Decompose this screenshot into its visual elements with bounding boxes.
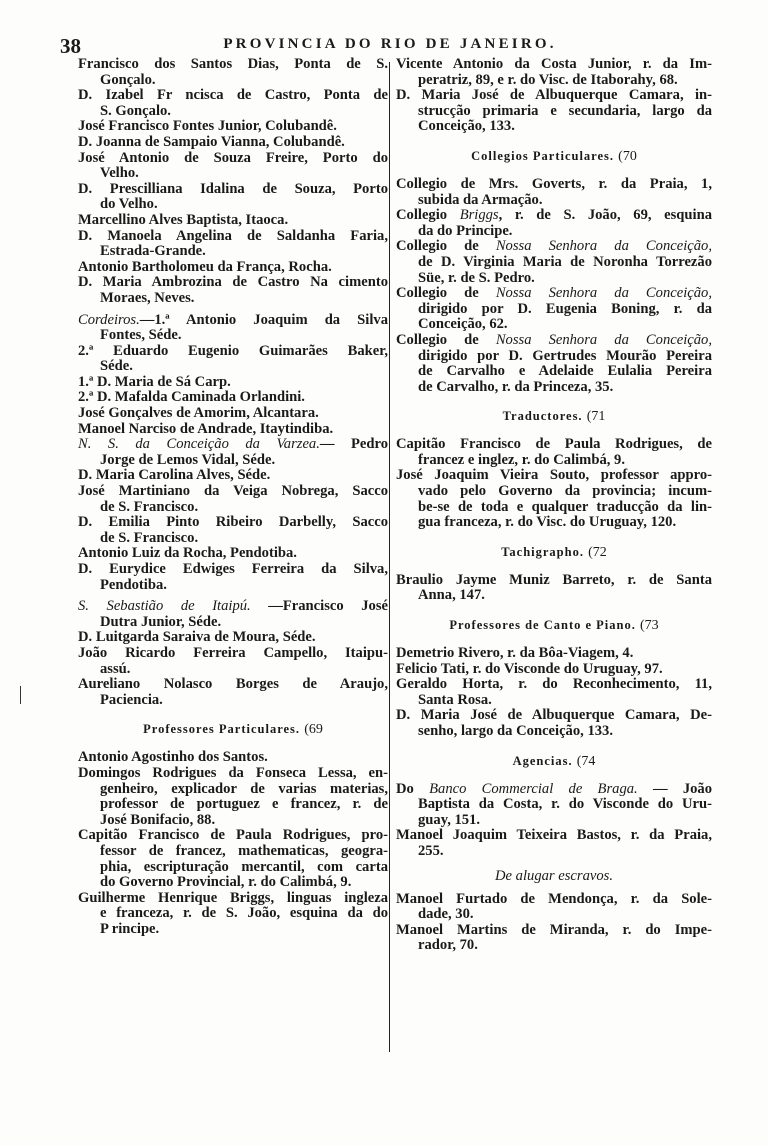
directory-entry [78, 437, 388, 468]
directory-entry [78, 646, 388, 677]
entry-line: de S. Francisco. [100, 498, 199, 515]
directory-entry [78, 135, 388, 151]
directory-entry [396, 88, 712, 135]
entry-line: peratriz, 89, e r. do Visc. de Itaborahy, 68. [418, 71, 678, 88]
directory-entry [78, 375, 388, 391]
entry-line: genheiro, explicador de varias materias, [100, 780, 388, 797]
italic-text: Nossa Senhora da Conceição, [495, 331, 712, 348]
section-title: Professores Particulares. [143, 722, 305, 737]
section-number: (69 [304, 722, 323, 738]
entry-line: Capitão Francisco de Paula Rodrigues, de [396, 436, 712, 453]
entry-line: senho, largo da Conceição, 133. [418, 723, 613, 739]
entry-line: José Martiniano da Veiga Nobrega, Sacco [78, 483, 388, 500]
directory-entry [78, 750, 388, 766]
entry-line: de S. Francisco. [100, 529, 199, 546]
directory-entry [78, 468, 388, 484]
entry-line: José Antonio de Souza Freire, Porto do [78, 149, 388, 166]
entry-line: D. Maria Ambrozina de Castro Na cimento [78, 274, 388, 291]
section-heading [396, 148, 712, 165]
entry-line: Séde. [100, 358, 133, 375]
entry-line: Paciencia. [100, 691, 163, 708]
entry-line [78, 599, 388, 615]
entry-line: assú. [100, 660, 131, 677]
text: , r. de S. João, 69, esquina [498, 207, 712, 224]
italic-text: Nossa Senhora da Conceição, [495, 285, 712, 302]
entry-line: Capitão Francisco de Paula Rodrigues, pro- [78, 827, 388, 844]
entry-line: Francisco dos Santos Dias, Ponta de S. [78, 56, 388, 72]
entry-line: gua franceza, r. do Visc. do Uruguay, 120. [418, 514, 677, 531]
entry-line [396, 208, 712, 224]
directory-entry [78, 766, 388, 828]
section-heading [396, 617, 712, 634]
entry-line: José Francisco Fontes Junior, Colubandê. [78, 118, 337, 135]
entry-line: dirigido por D. Gertrudes Mourão Pereira [418, 347, 712, 364]
directory-entry [396, 662, 712, 678]
entry-line: Manoel Furtado de Mendonça, r. da Sole- [396, 890, 712, 907]
entry-line: de Carvalho, r. da Princeza, 35. [418, 378, 614, 395]
entry-line: D. Manoela Angelina de Saldanha Faria, [78, 227, 388, 244]
entry-line: Pendotiba. [100, 576, 167, 593]
directory-entry [396, 208, 712, 239]
text: Collegio de [396, 238, 496, 255]
entry-line [396, 286, 712, 302]
entry-line: D. Luitgarda Saraiva de Moura, Séde. [78, 629, 316, 646]
section-heading [396, 544, 712, 561]
entry-line: 255. [418, 842, 444, 859]
entry-line: Marcellino Alves Baptista, Itaoca. [78, 211, 289, 228]
entry-line: D. Emilia Pinto Ribeiro Darbelly, Sacco [78, 514, 388, 531]
section-number: (70 [618, 148, 637, 164]
italic-text: Cordeiros. [78, 311, 140, 328]
directory-entry [396, 57, 712, 88]
entry-line: do Velho. [100, 196, 158, 213]
directory-entry [78, 515, 388, 546]
entry-line: Manoel Narciso de Andrade, Itaytindiba. [78, 420, 334, 437]
entry-line: José Bonifacio, 88. [100, 811, 216, 828]
directory-entry [78, 828, 388, 890]
entry-line: be-se de toda e qualquer traducção da lin- [418, 498, 712, 515]
entry-line: Conceição, 133. [418, 118, 515, 135]
entry-line: Velho. [100, 165, 139, 182]
entry-line: S. Gonçalo. [100, 102, 171, 119]
directory-entry [78, 562, 388, 593]
entry-line: D. Eurydice Edwiges Ferreira da Silva, [78, 561, 388, 577]
directory-entry [396, 708, 712, 739]
entry-line: D. Izabel Fr ncisca de Castro, Ponta de [78, 87, 388, 104]
left-column [78, 57, 388, 937]
directory-entry [78, 313, 388, 344]
entry-line: Antonio Luiz da Rocha, Pendotiba. [78, 545, 297, 562]
entry-line: professor de portuguez e francez, r. de [100, 796, 388, 813]
entry-line: P rincipe. [100, 920, 160, 937]
directory-entry [396, 286, 712, 333]
section-title: Professores de Canto e Piano. [449, 618, 640, 633]
italic-text: Briggs [459, 207, 499, 224]
entry-line: da do Principe. [418, 222, 513, 239]
directory-entry [396, 646, 712, 662]
entry-line: Demetrio Rivero, r. da Bôa-Viagem, 4. [396, 645, 634, 662]
directory-entry [396, 923, 712, 954]
directory-entry [78, 88, 388, 119]
section-number: (74 [576, 753, 596, 769]
entry-line: de Carvalho e Adelaide Eulalia Pereira [418, 363, 712, 380]
section-number: (72 [588, 544, 607, 560]
entry-line [396, 782, 712, 798]
running-head: PROVINCIA DO RIO DE JANEIRO. [223, 36, 557, 52]
entry-line: Antonio Agostinho dos Santos. [78, 749, 268, 766]
italic-text: Banco Commercial de Braga. [429, 780, 638, 797]
entry-line: Domingos Rodrigues da Fonseca Lessa, en- [78, 764, 388, 781]
directory-entry [78, 677, 388, 708]
entry-line [396, 333, 712, 349]
subsection-heading: De alugar escravos. [495, 867, 613, 884]
section-heading [396, 408, 712, 425]
section-heading [78, 721, 388, 738]
entry-line: Guilherme Henrique Briggs, linguas ingleza [78, 889, 388, 906]
entry-line: Süe, r. de S. Pedro. [418, 269, 535, 286]
directory-entry [78, 406, 388, 422]
entry-line: Conceição, 62. [418, 316, 508, 333]
entry-line: Collegio de Mrs. Goverts, r. da Praia, 1, [396, 175, 712, 192]
text: Do [396, 780, 430, 797]
directory-entry [78, 484, 388, 515]
entry-line: 2.ª Eduardo Eugenio Guimarães Baker, [78, 342, 388, 359]
directory-entry [78, 390, 388, 406]
text: Collegio de [396, 285, 496, 302]
section-heading [396, 753, 712, 770]
entry-line: D. Maria José de Albuquerque Camara, in- [396, 87, 712, 104]
entry-line [78, 437, 388, 453]
entry-line: Felicio Tati, r. do Visconde do Uruguay, 97. [396, 660, 663, 677]
directory-entry [396, 239, 712, 286]
entry-line: Fontes, Séde. [100, 327, 182, 344]
entry-line [78, 313, 388, 329]
text: Collegio [396, 207, 460, 224]
section-number: (71 [586, 409, 606, 425]
text: —Francisco José [250, 598, 388, 615]
section-title: Collegios Particulares. [471, 148, 619, 163]
directory-entry [396, 468, 712, 530]
text: Collegio de [396, 331, 496, 348]
margin-mark [20, 686, 21, 704]
entry-line: Santa Rosa. [418, 691, 492, 708]
entry-line: Vicente Antonio da Costa Junior, r. da Im- [396, 56, 712, 72]
section-number: (73 [639, 618, 659, 634]
entry-line: e franceza, r. de S. João, esquina da do [100, 905, 388, 922]
entry-line: José Joaquim Vieira Souto, professor appro- [396, 467, 712, 484]
entry-line: de D. Virginia Maria de Noronha Torrezão [418, 253, 712, 270]
entry-line: João Ricardo Ferreira Campello, Itaipu- [78, 644, 388, 661]
entry-line: D. Prescilliana Idalina de Souza, Porto [78, 180, 388, 197]
entry-line: 2.ª D. Mafalda Caminada Orlandini. [78, 389, 305, 406]
directory-entry [78, 57, 388, 88]
directory-entry [396, 573, 712, 604]
entry-line: dade, 30. [418, 906, 474, 923]
directory-entry [78, 229, 388, 260]
directory-entry [78, 344, 388, 375]
entry-line: Jorge de Lemos Vidal, Séde. [100, 451, 276, 468]
directory-entry [78, 630, 388, 646]
entry-line: Dutra Junior, Séde. [100, 613, 222, 630]
directory-entry [396, 782, 712, 829]
entry-line: D. Maria José de Albuquerque Camara, De- [396, 707, 712, 724]
italic-text: S. Sebastião de Itaipú. [78, 598, 251, 615]
directory-entry [78, 213, 388, 229]
right-column [396, 57, 712, 954]
entry-line: subida da Armação. [418, 191, 543, 208]
text: — João [637, 780, 713, 797]
directory-entry [78, 546, 388, 562]
italic-text: N. S. da Conceição da Varzea. [78, 436, 320, 453]
entry-line: D. Maria Carolina Alves, Séde. [78, 467, 271, 484]
italic-text: Nossa Senhora da Conceição, [495, 238, 712, 255]
directory-entry [78, 891, 388, 938]
entry-line [396, 239, 712, 255]
text: —1.ª Antonio Joaquim da Silva [139, 311, 388, 328]
directory-entry [78, 119, 388, 135]
entry-line: strucção primaria e secundaria, largo da [418, 102, 712, 119]
entry-line: Gonçalo. [100, 71, 156, 88]
directory-entry [396, 333, 712, 395]
entry-line: 1.ª D. Maria de Sá Carp. [78, 373, 231, 390]
entry-line: do Governo Provincial, r. do Calimbá, 9. [100, 874, 352, 891]
entry-line: Baptista da Costa, r. do Visconde do Uru- [418, 796, 712, 813]
directory-entry [396, 892, 712, 923]
entry-line: Anna, 147. [418, 587, 485, 604]
entry-line: dirigido por D. Eugenia Boning, r. da [418, 300, 712, 317]
entry-line: Moraes, Neves. [100, 289, 195, 306]
entry-line: Antonio Bartholomeu da França, Rocha. [78, 258, 332, 275]
entry-line: Manoel Martins de Miranda, r. do Impe- [396, 921, 712, 938]
entry-line: Aureliano Nolasco Borges de Araujo, [78, 676, 388, 693]
entry-line: Estrada-Grande. [100, 243, 206, 260]
entry-line: fessor de francez, mathematicas, geogra- [100, 842, 388, 859]
entry-line: rador, 70. [418, 937, 478, 954]
directory-entry [396, 828, 712, 859]
directory-entry [396, 177, 712, 208]
entry-line: guay, 151. [418, 811, 481, 828]
text: — Pedro [319, 436, 389, 453]
directory-entry [396, 437, 712, 468]
directory-entry [78, 182, 388, 213]
directory-entry [78, 275, 388, 306]
entry-line: phia, escripturação mercantil, com carta [100, 858, 388, 875]
entry-line: Manoel Joaquim Teixeira Bastos, r. da Praia, [396, 827, 712, 844]
section-title: Agencias. [512, 753, 577, 768]
section-title: Tachigrapho. [501, 544, 589, 559]
page-number: 38 [60, 34, 81, 58]
entry-line: D. Joanna de Sampaio Vianna, Colubandê. [78, 133, 345, 150]
entry-line: Braulio Jayme Muniz Barreto, r. de Santa [396, 571, 712, 588]
directory-entry [78, 599, 388, 630]
directory-entry [78, 260, 388, 276]
entry-line: francez e inglez, r. do Calimbá, 9. [418, 451, 625, 468]
entry-line: vado pelo Governo da provincia; incum- [418, 483, 712, 500]
directory-entry [396, 677, 712, 708]
column-rule [389, 62, 390, 1052]
directory-entry [78, 151, 388, 182]
section-title: Traductores. [502, 409, 587, 424]
entry-line: José Gonçalves de Amorim, Alcantara. [78, 405, 319, 422]
entry-line: Geraldo Horta, r. do Reconhecimento, 11, [396, 676, 712, 693]
directory-entry [78, 422, 388, 438]
